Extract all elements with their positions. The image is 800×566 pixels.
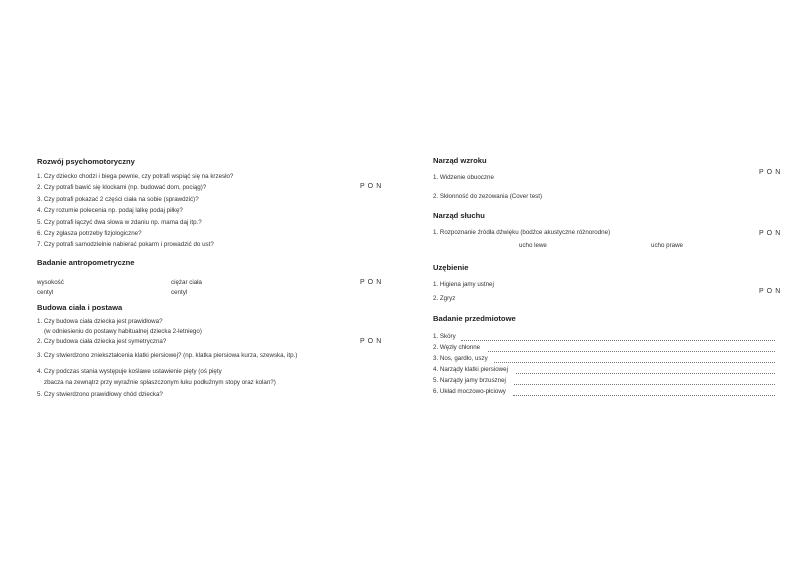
physical-item-4: 4. Narządy klatki piersiowej (433, 366, 508, 373)
hearing-title: Narząd słuchu (433, 211, 485, 220)
physical-exam-title: Badanie przedmiotowe (433, 314, 516, 323)
psychomotor-item-5: 5. Czy potrafi łączyć dwa słowa w zdaniu np. mama daj itp.? (37, 219, 202, 226)
psychomotor-item-4: 4. Czy rozumie polecenia np. podaj lalkę podaj piłkę? (37, 207, 183, 214)
teeth-title: Uzębienie (433, 263, 469, 272)
weight-label: ciężar ciała (171, 279, 202, 286)
vision-pon[interactable]: P O N (759, 169, 781, 176)
physical-item-1-field[interactable] (461, 340, 775, 341)
posture-item-4-note: zbacza na zewnątrz przy wyraźnie spłaszczonym łuku podłużnym stopy oraz kolan?) (44, 379, 276, 386)
physical-item-3-field[interactable] (494, 362, 775, 363)
hearing-pon[interactable]: P O N (759, 230, 781, 237)
teeth-pon[interactable]: P O N (759, 288, 781, 295)
posture-item-3: 3. Czy stwierdzono zniekształcenia klatki piersiowej? (np. klatka piersiowa kurza, szewska, itp.) (37, 352, 298, 359)
weight-centile-label: centyl (171, 289, 188, 296)
left-ear-label: ucho lewe (519, 242, 547, 249)
teeth-item-1: 1. Higiena jamy ustnej (433, 281, 494, 288)
psychomotor-item-3: 3. Czy potrafi pokazać 2 części ciała na sobie (sprawdzić)? (37, 196, 199, 203)
posture-item-5: 5. Czy stwierdzono prawidłowy chód dziecka? (37, 391, 163, 398)
vision-item-2: 2. Skłonność do zezowania (Cover test) (433, 193, 543, 200)
height-centile-label: centyl (37, 289, 54, 296)
posture-item-4: 4. Czy podczas stania występuje koślawe ustawienie pięty (oś pięty (37, 368, 222, 375)
physical-item-5: 5. Narządy jamy brzusznej (433, 377, 506, 384)
height-label: wysokość (37, 279, 64, 286)
physical-item-1: 1. Skóry (433, 333, 456, 340)
anthropometric-title: Badanie antropometryczne (37, 258, 135, 267)
right-ear-label: ucho prawe (651, 242, 683, 249)
teeth-item-2: 2. Zgryz (433, 295, 456, 302)
posture-item-2: 2. Czy budowa ciała dziecka jest symetryczna? (37, 338, 167, 345)
physical-item-6: 6. Układ moczowo-płciowy (433, 388, 506, 395)
posture-item-1-note: (w odniesieniu do postawy habitualnej dziecka 2-letniego) (44, 328, 202, 335)
vision-item-1: 1. Widzenie obuoczne (433, 174, 494, 181)
psychomotor-item-6: 6. Czy zgłasza potrzeby fizjologiczne? (37, 230, 142, 237)
physical-item-2-field[interactable] (488, 351, 775, 352)
physical-item-4-field[interactable] (516, 373, 775, 374)
vision-title: Narząd wzroku (433, 156, 487, 165)
physical-item-6-field[interactable] (513, 395, 775, 396)
psychomotor-pon[interactable]: P O N (360, 183, 382, 190)
anthropometric-pon[interactable]: P O N (360, 279, 382, 286)
posture-title: Budowa ciała i postawa (37, 303, 123, 312)
posture-pon[interactable]: P O N (360, 338, 382, 345)
psychomotor-title: Rozwój psychomotoryczny (37, 157, 135, 166)
psychomotor-item-1: 1. Czy dziecko chodzi i biega pewnie, czy potrafi wspiąć się na krzesło? (37, 173, 234, 180)
physical-item-3: 3. Nos, gardło, uszy (433, 355, 488, 362)
physical-item-2: 2. Węzły chłonne (433, 344, 481, 351)
physical-item-5-field[interactable] (514, 384, 775, 385)
hearing-item-1: 1. Rozpoznanie źródła dźwięku (bodźce akustyczne różnorodne) (433, 229, 611, 236)
psychomotor-item-7: 7. Czy potrafi samodzielnie nabierać pokarm i prowadzić do ust? (37, 241, 214, 248)
posture-item-1: 1. Czy budowa ciała dziecka jest prawidłowa? (37, 318, 163, 325)
psychomotor-item-2: 2. Czy potrafi bawić się klockami (np. budować dom, pociąg)? (37, 184, 207, 191)
